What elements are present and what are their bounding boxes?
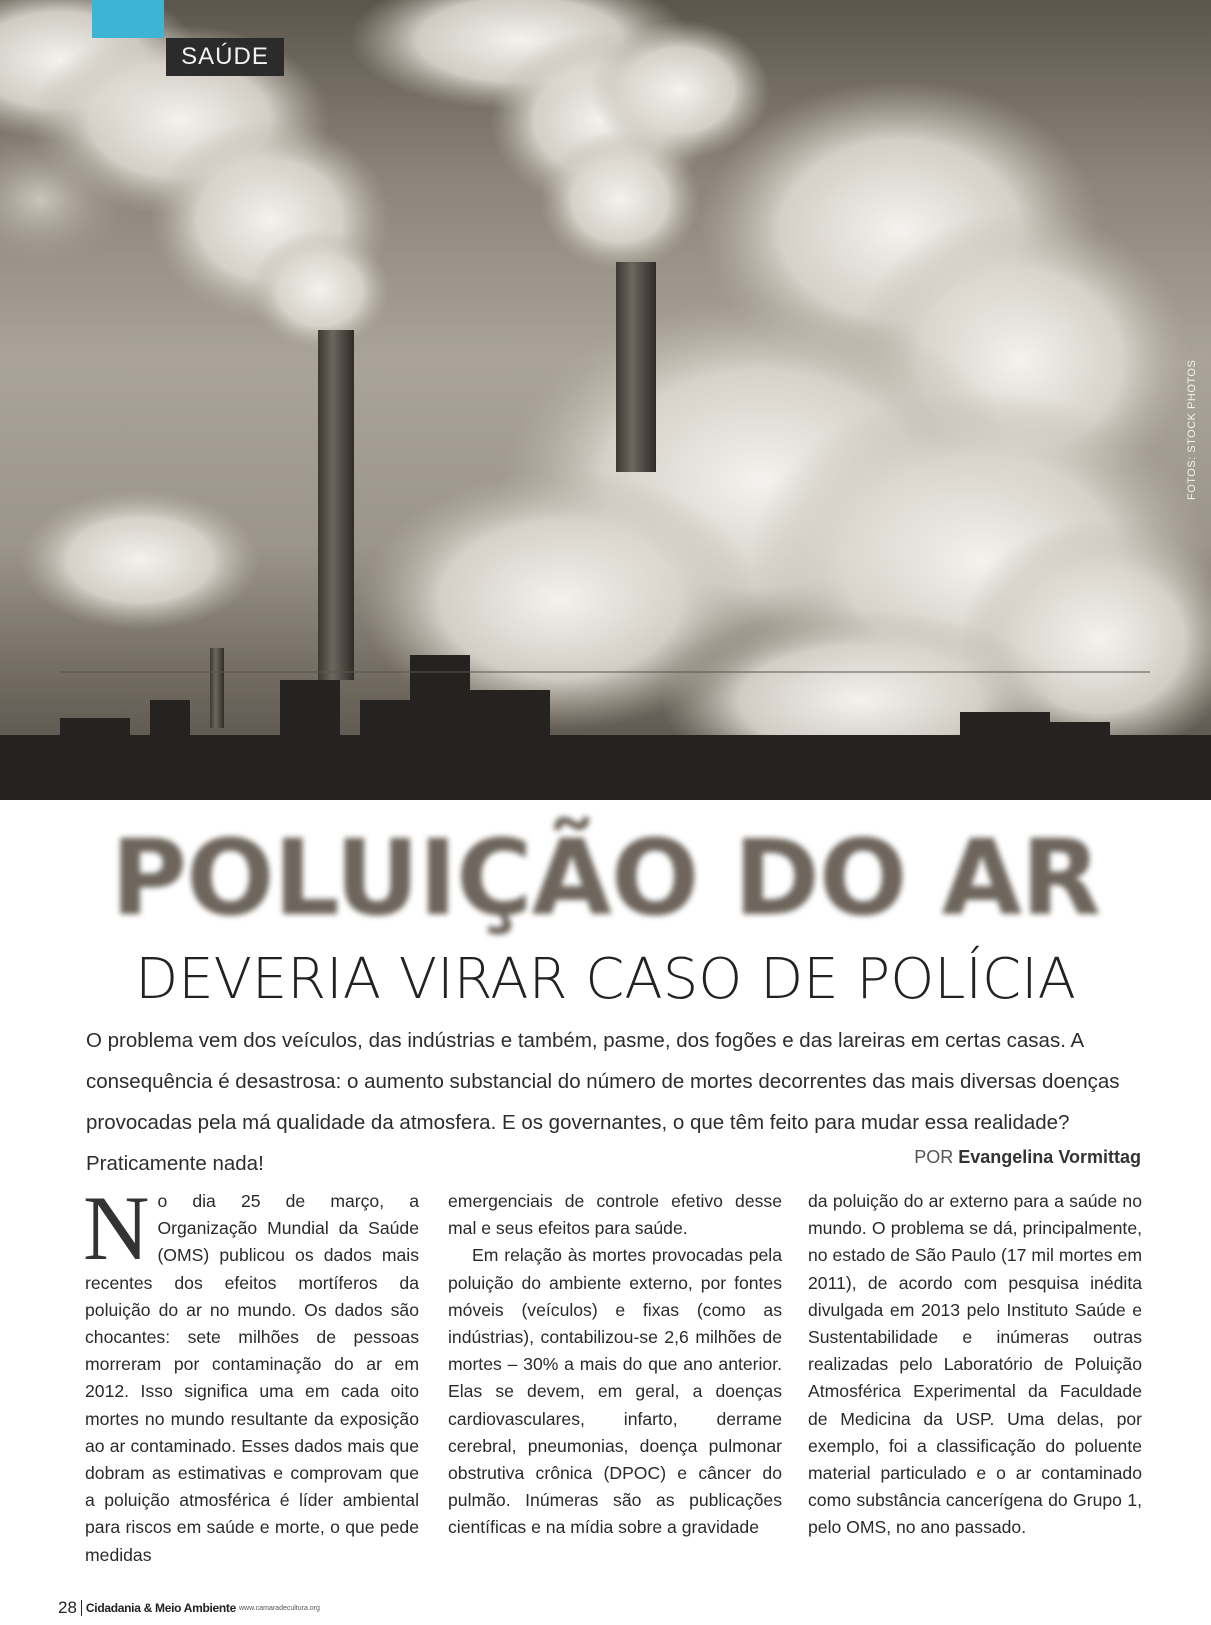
column-2-paragraph-2: Em relação às mortes provocadas pela poluição do ambiente externo, por fontes móveis (veículos) e fixas (como as indústrias), contabilizou-se 2,6 milhões de mortes – 30% a mais do que ano anterior. Elas se devem, em geral, a doenças cardiovasculares, infarto, derrame cerebral, pneumonias, doença pulmonar obstrutiva crônica (DPOC) e câncer do pulmão. Inúmeras são as publicações científicas e na mídia sobre a gravidade [448,1245,782,1538]
column-3-text: da poluição do ar externo para a saúde no mundo. O problema se dá, principalmente, no estado de São Paulo (17 mil mortes em 2011), de acordo com pesquisa inédita divulgada em 2013 pelo Instituto Saúde e Sustentabilidade e inúmeras outras realizadas pelo Laboratório de Poluição Atmosférica Experimental da Faculdade de Medicina da USP. Uma delas, por exemplo, foi a classificação do poluente material particulado e o ar contaminado como substância cancerígena do Grupo 1, pelo OMS, no ano passado. [808,1191,1142,1538]
section-tag: SAÚDE [166,38,284,76]
drop-cap: N [83,1177,150,1279]
smokestacks-illustration [0,0,1211,800]
magazine-name: Cidadania & Meio Ambiente [85,1601,236,1615]
byline-author: Evangelina Vormittag [958,1147,1141,1167]
column-1-text: o dia 25 de março, a Organização Mundial da Saúde (OMS) publicou os dados mais recentes dos efeitos mortíferos da poluição do ar no mundo. Os dados são chocantes: sete milhões de pessoas morreram por contaminação do ar em 2012. Isso significa uma em cada oito mortes no mundo resultante da exposição ao ar contaminado. Esses dados mais que dobram as estimativas e comprovam que a poluição atmosférica é líder ambiental para riscos em saúde e morte, o que pede medidas [85,1191,419,1565]
photo-credit: FOTOS: STOCK PHOTOS [1186,359,1198,500]
article-lede: O problema vem dos veículos, das indústrias e também, pasme, dos fogões e das lareiras em certas casas. A consequência é desastrosa: o aumento substancial do número de mortes decorrentes das mais diversas doenças provocadas pela má qualidade da atmosfera. E os governantes, o que têm feito para mudar essa realidade? Praticamente nada! [86,1029,1120,1175]
article-subtitle: DEVERIA VIRAR CASO DE POLÍCIA [135,947,1076,1012]
page-number: 28 [58,1598,77,1617]
body-column-1 [83,1177,419,1569]
column-2-paragraph-1: emergenciais de controle efetivo desse mal e seus efeitos para saúde. [448,1191,782,1239]
page-footer [58,1598,320,1618]
footer-url: www.camaradecultura.org [239,1604,320,1612]
smokestack-small [210,648,224,728]
hero-photo [0,0,1211,800]
smokestack-center [616,262,656,472]
article-title: POLUIÇÃO DO AR [110,817,1101,939]
body-column-3 [808,1188,1142,1542]
smoke-plume-small [20,490,260,630]
footer-divider [81,1600,82,1616]
body-column-2 [448,1188,782,1542]
accent-square [92,0,164,38]
smokestack-left [318,330,354,680]
smoke-cloud-right [360,80,1211,790]
byline-prefix: POR [914,1147,954,1167]
byline [914,1147,1141,1168]
